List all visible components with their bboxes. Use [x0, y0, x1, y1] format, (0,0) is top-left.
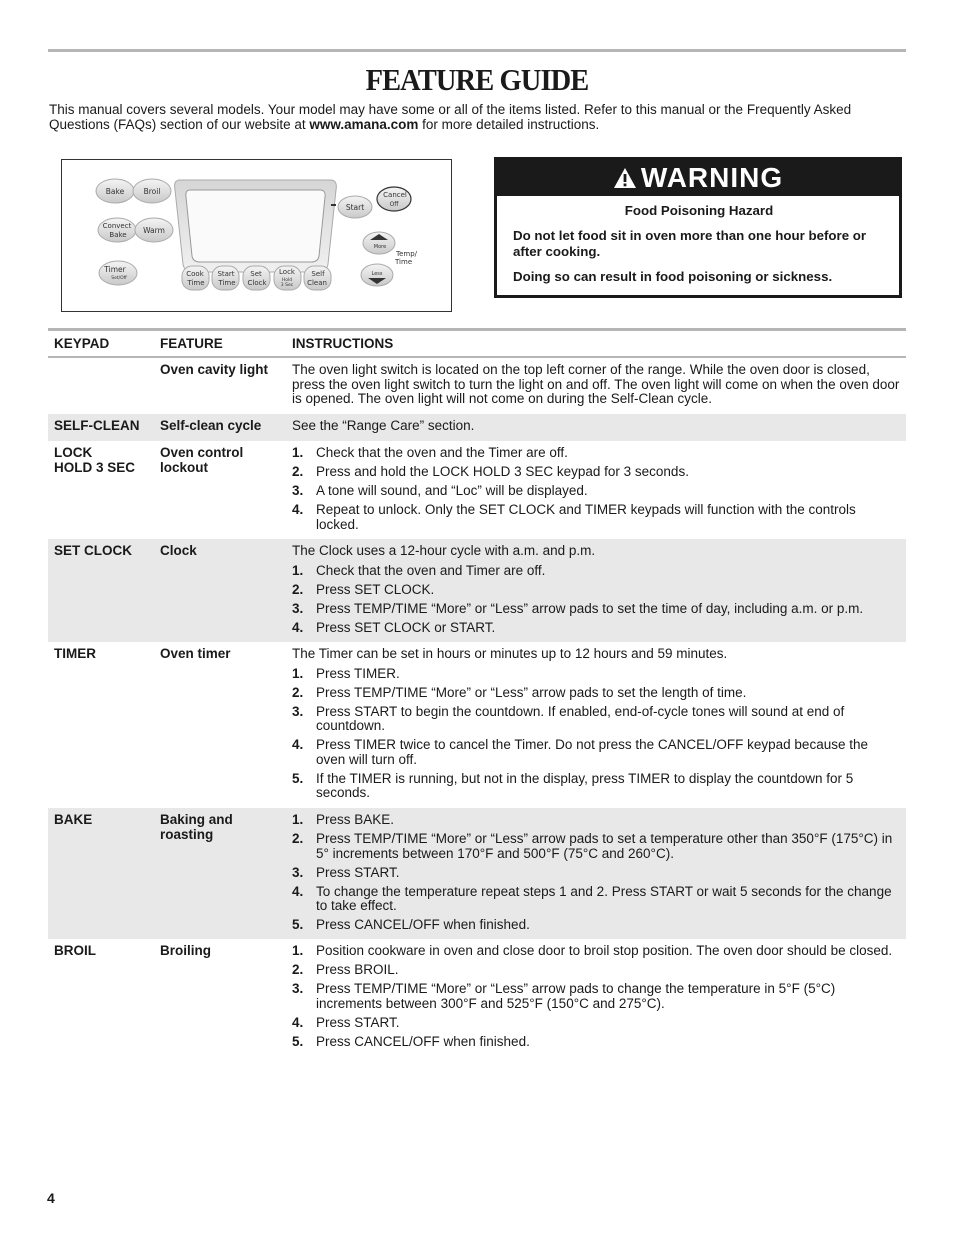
less-arrow-key[interactable] [361, 264, 393, 286]
header-instructions: INSTRUCTIONS [292, 336, 394, 351]
warning-text: Do not let food sit in oven more than one hour before or after cooking. [513, 227, 867, 259]
step-text: Press TIMER twice to cancel the Timer. Do not press the CANCEL/OFF keypad because the oven will turn off. [316, 737, 868, 767]
instruction-step [292, 583, 900, 598]
step-number: 4. [292, 502, 304, 517]
feature-label: roasting [160, 826, 214, 842]
svg-text:Bake: Bake [105, 187, 125, 196]
instruction-step [292, 1016, 900, 1031]
convect-bake-key[interactable] [98, 218, 136, 242]
table-row [48, 414, 906, 441]
keypad-label: LOCK [54, 445, 93, 460]
step-number: 4. [292, 1014, 304, 1030]
step-number: 1. [292, 943, 304, 958]
step-text: Press START. [316, 864, 400, 880]
svg-text:3 Sec: 3 Sec [280, 283, 294, 288]
keypad-cell [48, 446, 154, 539]
step-text: Press START to begin the countdown. If enabled, end-of-cycle tones will sound at end of countdown. [316, 703, 845, 733]
instruction-step [292, 705, 900, 734]
feature-table [48, 328, 906, 1064]
set-clock-key[interactable] [243, 266, 270, 290]
step-text: Press BAKE. [316, 812, 395, 827]
step-text: Press TEMP/TIME “More” or “Less” arrow pads to change the temperature in 5°F (5°C) increments between 300°F and 525°F (150°C and 275°C). [316, 981, 836, 1011]
feature-cell: Broiling [160, 943, 211, 958]
step-number: 2. [292, 581, 304, 597]
svg-text:Set/Off: Set/Off [111, 276, 127, 281]
svg-text:Timer: Timer [104, 265, 126, 274]
instructions-text: The Clock uses a 12-hour cycle with a.m. and p.m. [292, 543, 596, 558]
instruction-step [292, 503, 900, 532]
instruction-step [292, 963, 900, 978]
warm-key[interactable] [135, 218, 173, 242]
step-text: Press TEMP/TIME “More” or “Less” arrow pads to set the length of time. [316, 684, 747, 700]
instruction-step [292, 813, 900, 828]
feature-label: lockout [160, 459, 209, 475]
instruction-step [292, 918, 900, 933]
svg-text:Clock: Clock [247, 279, 267, 287]
step-text: If the TIMER is running, but not in the display, press TIMER to display the countdown for 5 seconds. [316, 770, 854, 800]
bake-key[interactable] [96, 179, 134, 203]
instruction-step [292, 738, 900, 767]
svg-text:Start: Start [345, 203, 365, 212]
instruction-step [292, 564, 900, 579]
step-number: 4. [292, 619, 304, 635]
step-text: Press CANCEL/OFF when finished. [316, 917, 530, 932]
instruction-step [292, 621, 900, 636]
broil-key[interactable] [133, 179, 171, 203]
step-number: 2. [292, 831, 304, 846]
instruction-step [292, 982, 900, 1011]
svg-text:Bake: Bake [109, 231, 127, 239]
step-number: 4. [292, 737, 304, 752]
warning-body [497, 196, 899, 285]
website-link[interactable]: www.amana.com [309, 117, 419, 132]
lock-key[interactable] [274, 266, 301, 290]
svg-text:Off: Off [389, 201, 399, 208]
svg-text:More: More [373, 244, 387, 250]
intro-text-end: for more detailed instructions. [418, 117, 600, 132]
temp-time-label: Temp/ [396, 250, 418, 258]
instructions-cell [286, 544, 906, 642]
svg-text:Time: Time [218, 279, 236, 287]
step-text: Press START. [316, 1014, 400, 1030]
instruction-step [292, 686, 900, 701]
table-row [48, 808, 906, 939]
feature-cell: Oven timer [160, 646, 231, 661]
step-text: Press BROIL. [316, 962, 399, 977]
top-rule [48, 49, 906, 52]
warning-hazard-title: Food Poisoning Hazard [624, 203, 774, 218]
instruction-step [292, 944, 900, 959]
intro-paragraph [49, 102, 909, 132]
step-number: 5. [292, 1033, 304, 1049]
instruction-step [292, 484, 900, 499]
svg-text:Start: Start [217, 270, 235, 278]
feature-label: Oven control [160, 445, 244, 460]
instructions-text: The oven light switch is located on the top left corner of the range. While the oven door is closed, press the oven light switch to turn the light on and off. The oven light will come on when the oven door is opened. The oven light will not come on during the Self-Clean cycle. [292, 362, 900, 406]
instruction-step [292, 885, 900, 914]
temp-time-label-2: Time [395, 258, 413, 266]
more-arrow-key[interactable] [363, 232, 395, 254]
keypad-cell: SELF-CLEAN [54, 418, 140, 433]
step-text: Press SET CLOCK or START. [316, 619, 496, 635]
instruction-step [292, 465, 900, 480]
instruction-step [292, 772, 900, 801]
page-title: FEATURE GUIDE [365, 62, 589, 97]
step-number: 3. [292, 703, 304, 719]
table-row [48, 358, 906, 414]
step-text: Position cookware in oven and close door to broil stop position. The oven door should be closed. [316, 943, 893, 958]
step-number: 1. [292, 445, 304, 460]
svg-text:Hold: Hold [281, 278, 293, 283]
feature-cell: Clock [160, 543, 197, 558]
step-number: 3. [292, 600, 304, 616]
table-row [48, 939, 906, 1064]
step-number: 5. [292, 770, 304, 786]
self-clean-key[interactable] [304, 266, 331, 290]
step-number: 3. [292, 864, 304, 880]
step-text: Press TEMP/TIME “More” or “Less” arrow pads to set a temperature other than 350°F (175°C) in 5° increments between 170°F and 500°F (75°C and 260°C). [316, 831, 893, 861]
table-row [48, 642, 906, 808]
instructions-cell [286, 944, 906, 1064]
instructions-text: The Timer can be set in hours or minutes up to 12 hours and 59 minutes. [292, 646, 728, 661]
step-text: Press TEMP/TIME “More” or “Less” arrow pads to set the time of day, including a.m. or p.m. [316, 600, 864, 616]
instruction-step [292, 446, 900, 461]
instructions-cell [286, 647, 906, 808]
step-number: 2. [292, 684, 304, 700]
instructions-cell [286, 363, 906, 414]
svg-text:Broil: Broil [143, 187, 161, 196]
cancel-off-key[interactable] [377, 187, 411, 211]
step-text: A tone will sound, and “Loc” will be displayed. [316, 483, 588, 498]
step-number: 1. [292, 812, 304, 827]
feature-cell [154, 813, 286, 939]
feature-cell [154, 446, 286, 539]
instructions-cell [286, 419, 906, 441]
instruction-step [292, 1035, 900, 1050]
table-row [48, 539, 906, 642]
instruction-step [292, 866, 900, 881]
step-text: To change the temperature repeat steps 1 and 2. Press START or wait 5 seconds for the change to take effect. [316, 883, 892, 913]
warning-box [494, 157, 902, 298]
keypad-label: HOLD 3 SEC [54, 459, 136, 475]
svg-text:Cancel: Cancel [383, 191, 407, 199]
svg-text:Set: Set [250, 270, 262, 278]
warning-text: Doing so can result in food poisoning or sickness. [513, 268, 833, 284]
step-text: Press SET CLOCK. [316, 581, 435, 597]
feature-cell: Self-clean cycle [160, 418, 262, 433]
keypad-cell [48, 363, 154, 414]
step-number: 1. [292, 562, 304, 578]
header-keypad: KEYPAD [54, 336, 110, 351]
keypad-cell: BAKE [54, 812, 93, 827]
svg-text:Warm: Warm [143, 226, 165, 235]
svg-text:Self: Self [311, 270, 325, 278]
step-text: Check that the oven and the Timer are off. [316, 445, 568, 460]
svg-text:Clean: Clean [307, 279, 327, 287]
start-time-key[interactable] [212, 266, 239, 290]
table-header [48, 328, 906, 358]
step-text: Press CANCEL/OFF when finished. [316, 1033, 530, 1049]
svg-text:Less: Less [371, 271, 383, 277]
warning-header [497, 160, 899, 196]
timer-key[interactable] [99, 261, 137, 285]
feature-cell: Oven cavity light [160, 362, 269, 377]
svg-text:Lock: Lock [279, 268, 295, 276]
start-indicator [331, 204, 336, 206]
step-text: Press TIMER. [316, 665, 400, 681]
step-number: 4. [292, 883, 304, 899]
step-number: 3. [292, 981, 304, 996]
svg-text:Convect: Convect [102, 222, 132, 230]
table-row [48, 441, 906, 539]
step-number: 5. [292, 917, 304, 932]
header-feature: FEATURE [160, 336, 223, 351]
step-number: 1. [292, 665, 304, 681]
instructions-text: See the “Range Care” section. [292, 418, 475, 433]
instruction-step [292, 667, 900, 682]
step-number: 3. [292, 483, 304, 498]
control-panel-illustration [61, 159, 452, 312]
keypad-cell: TIMER [54, 646, 96, 661]
step-text: Press and hold the LOCK HOLD 3 SEC keypad for 3 seconds. [316, 464, 689, 479]
step-text: Check that the oven and Timer are off. [316, 562, 546, 578]
page-number: 4 [47, 1190, 55, 1206]
feature-label: Baking and [160, 812, 233, 827]
keypad-cell: SET CLOCK [54, 543, 133, 558]
svg-text:Time: Time [187, 279, 205, 287]
step-number: 2. [292, 464, 304, 479]
cook-time-key[interactable] [182, 266, 209, 290]
start-key[interactable] [338, 196, 372, 218]
step-text: Repeat to unlock. Only the SET CLOCK and TIMER keypads will function with the controls locked. [316, 502, 856, 532]
svg-text:Cook: Cook [186, 270, 204, 278]
instructions-cell [286, 446, 906, 539]
step-number: 2. [292, 962, 304, 977]
warning-heading: WARNING [640, 162, 784, 193]
instructions-cell [286, 813, 906, 939]
instruction-step [292, 602, 900, 617]
keypad-cell: BROIL [54, 943, 96, 958]
warning-triangle-icon [613, 167, 637, 189]
instruction-step [292, 832, 900, 861]
intro-text: This manual covers several models. Your model may have some or all of the items listed. Refer to this manual or the Frequently Asked Questions (FAQs) section of our website at [49, 102, 852, 132]
